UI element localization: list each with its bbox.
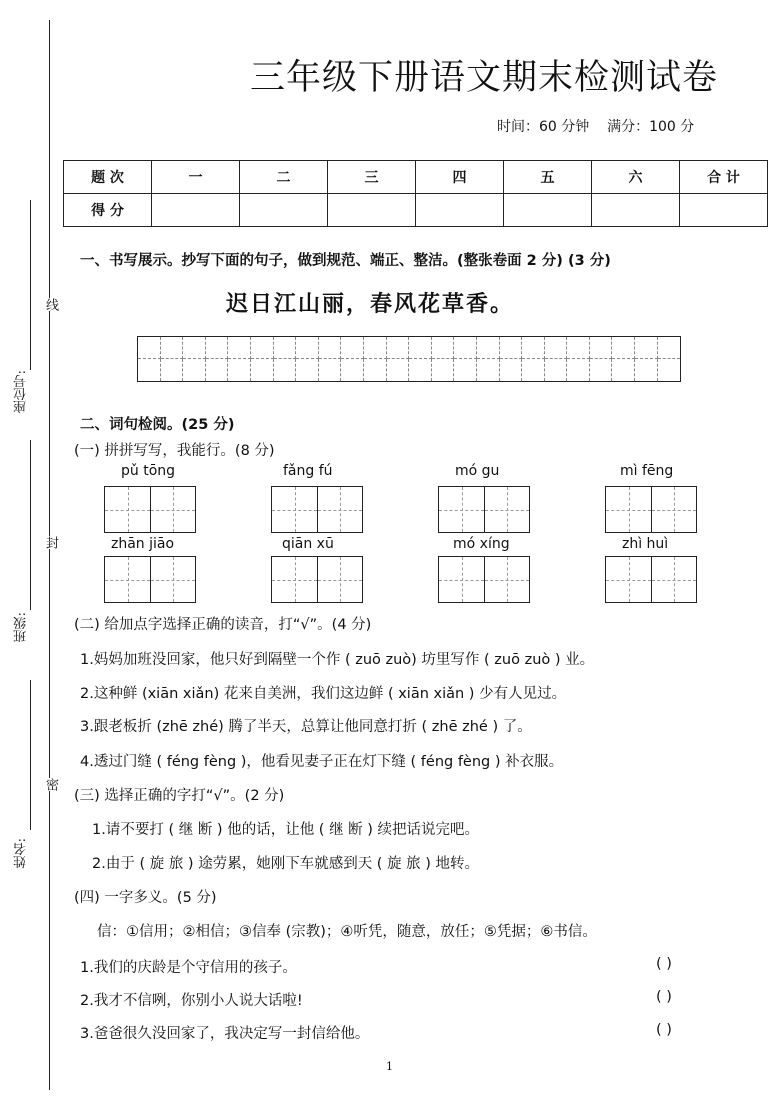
- answer-blank[interactable]: ( ): [656, 1022, 672, 1038]
- binding-line: [49, 20, 50, 1090]
- copy-grid-cell[interactable]: [522, 359, 545, 381]
- score-cell[interactable]: [680, 194, 768, 227]
- copy-grid-cell[interactable]: [454, 337, 477, 359]
- tian-grid[interactable]: [104, 556, 196, 603]
- score-col-2: 二: [240, 161, 328, 194]
- pinyin-label: mó gu: [455, 463, 500, 479]
- part4-heading: (四) 一字多义。(5 分): [74, 890, 217, 906]
- score-label: 满分：100 分: [607, 119, 695, 135]
- score-cell[interactable]: [152, 194, 240, 227]
- tian-grid[interactable]: [605, 486, 697, 533]
- copy-grid-cell[interactable]: [590, 337, 613, 359]
- copy-grid-cell[interactable]: [500, 337, 523, 359]
- score-col-3: 三: [328, 161, 416, 194]
- copy-grid-cell[interactable]: [138, 337, 161, 359]
- answer-blank[interactable]: ( ): [656, 956, 672, 972]
- copy-grid-cell[interactable]: [387, 359, 410, 381]
- score-col-1: 一: [152, 161, 240, 194]
- score-col-6: 六: [592, 161, 680, 194]
- score-table-row2-label: 得 分: [64, 194, 152, 227]
- copy-grid-cell[interactable]: [635, 337, 658, 359]
- pinyin-label: mì fēng: [620, 463, 674, 479]
- copy-grid-cell[interactable]: [545, 359, 568, 381]
- copy-grid-cell[interactable]: [500, 359, 523, 381]
- copy-grid-cell[interactable]: [364, 359, 387, 381]
- pinyin-label: mó xíng: [453, 536, 510, 552]
- pinyin-label: zhì huì: [622, 536, 669, 552]
- copy-grid-cell[interactable]: [409, 337, 432, 359]
- pronunciation-question: 3.跟老板折 (zhē zhé) 腾了半天，总算让他同意打折 ( zhē zhé ) 了。: [80, 719, 532, 735]
- copy-grid-cell[interactable]: [161, 337, 184, 359]
- tian-grid[interactable]: [605, 556, 697, 603]
- copy-grid-cell[interactable]: [409, 359, 432, 381]
- seal-char-seal: 封: [43, 536, 58, 549]
- copy-grid-cell[interactable]: [387, 337, 410, 359]
- pronunciation-question: 4.透过门缝 ( féng fèng )，他看见妻子正在灯下缝 ( féng fèng ) 补衣服。: [80, 754, 564, 770]
- copy-grid-cell[interactable]: [635, 359, 658, 381]
- score-col-total: 合 计: [680, 161, 768, 194]
- answer-blank[interactable]: ( ): [656, 989, 672, 1005]
- seal-char-line: 线: [43, 298, 58, 311]
- section1-heading: 一、书写展示。抄写下面的句子，做到规范、端正、整洁。(整张卷面 2 分) (3 分): [80, 253, 611, 269]
- pinyin-label: qiān xū: [282, 536, 334, 552]
- copy-grid-cell[interactable]: [228, 337, 251, 359]
- class-underline: [30, 440, 31, 610]
- copy-grid-cell[interactable]: [206, 337, 229, 359]
- score-cell[interactable]: [416, 194, 504, 227]
- copy-grid-cell[interactable]: [206, 359, 229, 381]
- copy-grid-cell[interactable]: [228, 359, 251, 381]
- copy-grid-cell[interactable]: [274, 359, 297, 381]
- meaning-question: 3.爸爸很久没回家了，我决定写一封信给他。: [80, 1026, 370, 1042]
- time-label: 时间：60 分钟: [497, 119, 590, 135]
- meaning-question: 1.我们的庆龄是个守信用的孩子。: [80, 960, 297, 976]
- copy-grid-cell[interactable]: [341, 359, 364, 381]
- pronunciation-question: 1.妈妈加班没回家，他只好到隔壁一个作 ( zuō zuò) 坊里写作 ( zuō zuò ) 业。: [80, 652, 595, 668]
- pinyin-label: zhān jiāo: [111, 536, 175, 552]
- copy-grid-cell[interactable]: [251, 337, 274, 359]
- copy-grid-cell[interactable]: [432, 337, 455, 359]
- copy-grid-cell[interactable]: [567, 359, 590, 381]
- name-label: 姓名:: [14, 838, 29, 869]
- pronunciation-question: 2.这种鲜 (xiān xiǎn) 花来自美洲，我们这边鲜 ( xiān xiǎn ) 少有人见过。: [80, 686, 567, 702]
- character-question: 1.请不要打 ( 继 断 ) 他的话，让他 ( 继 断 ) 续把话说完吧。: [92, 822, 480, 838]
- copy-grid-cell[interactable]: [454, 359, 477, 381]
- copy-grid-cell[interactable]: [522, 337, 545, 359]
- tian-grid[interactable]: [438, 556, 530, 603]
- score-table-header-row: [64, 161, 768, 194]
- copy-grid-cell[interactable]: [612, 337, 635, 359]
- copy-grid-cell[interactable]: [477, 359, 500, 381]
- copy-grid-cell[interactable]: [432, 359, 455, 381]
- score-cell[interactable]: [592, 194, 680, 227]
- copy-grid-cell[interactable]: [567, 337, 590, 359]
- score-cell[interactable]: [504, 194, 592, 227]
- name-underline: [30, 680, 31, 830]
- pinyin-label: fǎng fú: [283, 463, 333, 479]
- score-table: [63, 160, 768, 227]
- page-title: 三年级下册语文期末检测试卷: [250, 58, 719, 98]
- copy-grid-cell[interactable]: [364, 337, 387, 359]
- copy-grid-cell[interactable]: [477, 337, 500, 359]
- copy-grid-cell[interactable]: [319, 337, 342, 359]
- score-col-4: 四: [416, 161, 504, 194]
- copy-grid-cell[interactable]: [251, 359, 274, 381]
- character-question: 2.由于 ( 旋 旅 ) 途劳累，她刚下车就感到天 ( 旋 旅 ) 地转。: [92, 856, 480, 872]
- copy-sentence: 迟日江山丽，春风花草香。: [226, 291, 515, 317]
- copy-grid-cell[interactable]: [296, 359, 319, 381]
- meaning-list: 信：①信用；②相信；③信奉 (宗教)；④听凭，随意，放任；⑤凭据；⑥书信。: [97, 924, 597, 940]
- tian-grid[interactable]: [104, 486, 196, 533]
- score-table-row1-label: 题 次: [64, 161, 152, 194]
- copy-grid-cell[interactable]: [612, 359, 635, 381]
- copy-grid-cell[interactable]: [319, 359, 342, 381]
- score-cell[interactable]: [328, 194, 416, 227]
- score-table-score-row: [64, 194, 768, 227]
- part3-heading: (三) 选择正确的字打“√”。(2 分): [74, 788, 285, 804]
- seal-char-secret: 密: [43, 778, 58, 791]
- exam-meta: [497, 116, 694, 136]
- copy-grid-cell[interactable]: [658, 359, 681, 381]
- copy-grid-cell[interactable]: [658, 337, 681, 359]
- copy-grid-cell[interactable]: [296, 337, 319, 359]
- class-label: 班级:: [14, 612, 29, 643]
- part2-heading: (二) 给加点字选择正确的读音，打“√”。(4 分): [74, 617, 372, 633]
- copy-grid-cell[interactable]: [161, 359, 184, 381]
- page-number: 1: [386, 1060, 393, 1073]
- copy-grid-cell[interactable]: [590, 359, 613, 381]
- copy-grid-cell[interactable]: [183, 337, 206, 359]
- tian-grid[interactable]: [438, 486, 530, 533]
- tian-grid[interactable]: [271, 486, 363, 533]
- copy-writing-grid[interactable]: [137, 336, 681, 382]
- pinyin-label: pǔ tōng: [121, 463, 176, 479]
- section2-heading: 二、词句检阅。(25 分): [80, 417, 235, 433]
- copy-grid-cell[interactable]: [545, 337, 568, 359]
- copy-grid-cell[interactable]: [183, 359, 206, 381]
- seat-label: 座位号:: [14, 370, 29, 414]
- score-col-5: 五: [504, 161, 592, 194]
- tian-grid[interactable]: [271, 556, 363, 603]
- seat-underline: [30, 200, 31, 370]
- copy-grid-cell[interactable]: [341, 337, 364, 359]
- meaning-question: 2.我才不信咧，你别小人说大话啦!: [80, 993, 303, 1009]
- copy-grid-cell[interactable]: [138, 359, 161, 381]
- copy-grid-cell[interactable]: [274, 337, 297, 359]
- score-cell[interactable]: [240, 194, 328, 227]
- part1-heading: (一) 拼拼写写，我能行。(8 分): [74, 443, 275, 459]
